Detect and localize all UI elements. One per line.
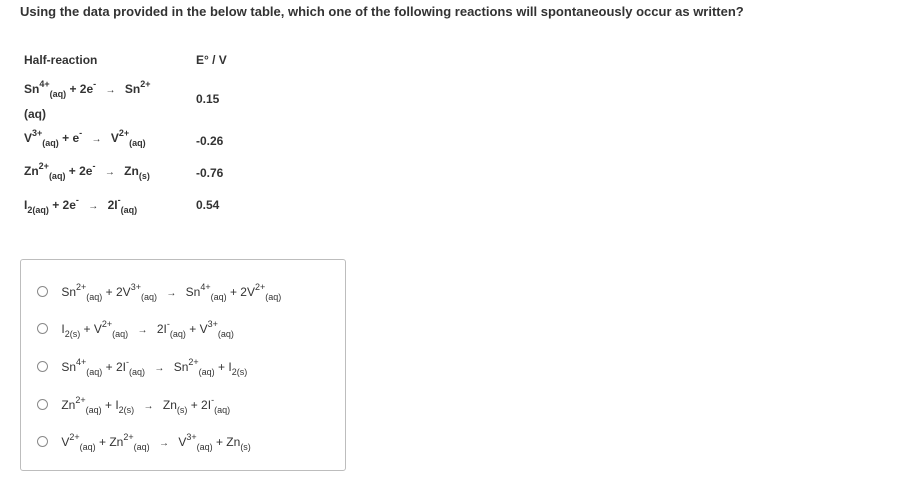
table-potential: 0.15 bbox=[196, 92, 220, 106]
species-text: Sn bbox=[61, 359, 77, 374]
charge-superscript: 3+ bbox=[32, 128, 43, 138]
species-text: + 2I bbox=[190, 397, 212, 412]
table-potential: -0.76 bbox=[196, 166, 224, 180]
table-potential: -0.26 bbox=[196, 134, 224, 148]
reaction-equation bbox=[61, 394, 231, 415]
species-text: Zn bbox=[61, 397, 76, 412]
charge-superscript: 2+ bbox=[140, 79, 151, 89]
species-text: Zn bbox=[162, 397, 177, 412]
charge-superscript: 2+ bbox=[38, 161, 49, 171]
species-text: I bbox=[24, 198, 28, 212]
species-text: + 2V bbox=[229, 284, 255, 299]
state-subscript: (aq) bbox=[217, 328, 234, 339]
species-text: 2I bbox=[107, 198, 118, 212]
reaction-arrow: → bbox=[137, 324, 148, 336]
species-text: + V bbox=[189, 321, 208, 336]
charge-superscript: - bbox=[211, 394, 215, 405]
charge-superscript: 3+ bbox=[130, 281, 141, 292]
reaction-arrow: → bbox=[143, 400, 154, 412]
charge-superscript: - bbox=[75, 195, 79, 205]
species-text: Zn bbox=[24, 164, 39, 178]
answer-option[interactable] bbox=[37, 431, 251, 452]
species-text: + e bbox=[62, 131, 80, 145]
state-subscript: (s) bbox=[240, 441, 251, 452]
charge-superscript: 2+ bbox=[75, 394, 86, 405]
question-text: Using the data provided in the below table, which one of the following reactions will spontaneously occur as written? bbox=[20, 4, 744, 19]
reaction-arrow: → bbox=[154, 362, 165, 374]
charge-superscript: 2+ bbox=[118, 128, 130, 138]
species-text: + 2V bbox=[105, 284, 131, 299]
state-subscript: (aq) bbox=[112, 328, 129, 339]
reaction-equation bbox=[61, 431, 251, 452]
species-text: Sn bbox=[173, 359, 189, 374]
charge-superscript: 2+ bbox=[255, 281, 266, 292]
table-row-v bbox=[24, 128, 146, 148]
reaction-arrow: → bbox=[158, 437, 169, 449]
state-subscript: (aq) bbox=[49, 89, 67, 99]
species-text: V bbox=[61, 434, 70, 449]
charge-superscript: 2+ bbox=[188, 356, 199, 367]
charge-superscript: 2+ bbox=[123, 431, 134, 442]
state-subscript: 2(s) bbox=[118, 404, 135, 415]
species-text: + 2e bbox=[69, 82, 94, 96]
table-potential: 0.54 bbox=[196, 198, 220, 212]
state-subscript: (aq) bbox=[129, 138, 146, 148]
charge-superscript: 4+ bbox=[200, 281, 211, 292]
species-text: Zn bbox=[124, 164, 139, 178]
table-header-potential: E° / V bbox=[196, 53, 227, 67]
answer-option[interactable] bbox=[37, 318, 234, 339]
species-text: Sn bbox=[24, 82, 40, 96]
state-subscript: (aq) bbox=[42, 138, 59, 148]
reaction-arrow: → bbox=[104, 167, 115, 178]
charge-superscript: - bbox=[79, 128, 83, 138]
answer-option[interactable] bbox=[37, 281, 282, 302]
species-text: Sn bbox=[185, 284, 201, 299]
species-text: 2I bbox=[156, 321, 167, 336]
species-text: + 2I bbox=[105, 359, 127, 374]
reaction-arrow: → bbox=[91, 134, 102, 145]
radio-button[interactable] bbox=[37, 399, 48, 410]
charge-superscript: - bbox=[126, 356, 130, 367]
reaction-equation bbox=[61, 281, 282, 302]
species-text: + V bbox=[83, 321, 102, 336]
state-subscript: (aq) bbox=[86, 291, 103, 302]
state-subscript: (aq) bbox=[85, 404, 102, 415]
charge-superscript: - bbox=[166, 318, 170, 329]
state-subscript: (aq) bbox=[86, 366, 103, 377]
radio-button[interactable] bbox=[37, 361, 48, 372]
reaction-arrow: → bbox=[166, 287, 177, 299]
charge-superscript: 4+ bbox=[39, 79, 50, 89]
species-text: I bbox=[61, 321, 65, 336]
reaction-arrow: → bbox=[105, 85, 116, 96]
state-subscript: (aq) bbox=[48, 171, 66, 181]
radio-button[interactable] bbox=[37, 286, 48, 297]
table-row-zn bbox=[24, 161, 150, 181]
charge-superscript: - bbox=[92, 161, 96, 171]
table-row-sn bbox=[24, 79, 151, 99]
reaction-equation bbox=[61, 318, 234, 339]
state-subscript: (aq) bbox=[265, 291, 282, 302]
species-text: Sn bbox=[61, 284, 77, 299]
answer-option[interactable] bbox=[37, 356, 248, 377]
state-subscript: 2(s) bbox=[231, 366, 248, 377]
charge-superscript: - bbox=[117, 195, 121, 205]
species-text: V bbox=[110, 131, 119, 145]
state-subscript: (aq) bbox=[140, 291, 157, 302]
radio-button[interactable] bbox=[37, 436, 48, 447]
charge-superscript: 2+ bbox=[76, 281, 87, 292]
charge-superscript: - bbox=[93, 79, 97, 89]
species-text: + Zn bbox=[98, 434, 124, 449]
radio-button[interactable] bbox=[37, 323, 48, 334]
answer-option[interactable] bbox=[37, 394, 231, 415]
table-header-half-reaction: Half-reaction bbox=[24, 53, 98, 67]
reaction-arrow: → bbox=[88, 201, 99, 212]
answer-options-box bbox=[20, 259, 346, 471]
species-text: + I bbox=[104, 397, 119, 412]
state-subscript: (aq) bbox=[129, 366, 146, 377]
species-text: + 2e bbox=[52, 198, 76, 212]
species-text: + 2e bbox=[68, 164, 93, 178]
state-subscript: (aq) bbox=[210, 291, 227, 302]
charge-superscript: 3+ bbox=[207, 318, 218, 329]
state-subscript: (aq) bbox=[198, 366, 215, 377]
table-row-i bbox=[24, 195, 138, 215]
species-text: V bbox=[178, 434, 187, 449]
species-text: + Zn bbox=[215, 434, 241, 449]
table-row-sn-wrap: (aq) bbox=[24, 107, 46, 121]
state-subscript: (aq) bbox=[120, 205, 138, 215]
state-subscript: (aq) bbox=[133, 441, 150, 452]
state-subscript: (aq) bbox=[196, 441, 213, 452]
charge-superscript: 2+ bbox=[101, 318, 113, 329]
state-subscript: 2(aq) bbox=[27, 205, 49, 215]
species-text: + I bbox=[218, 359, 232, 374]
state-subscript: (aq) bbox=[169, 328, 186, 339]
charge-superscript: 2+ bbox=[69, 431, 80, 442]
state-subscript: 2(s) bbox=[64, 328, 81, 339]
charge-superscript: 3+ bbox=[186, 431, 197, 442]
state-subscript: (aq) bbox=[214, 404, 231, 415]
state-subscript: (aq) bbox=[79, 441, 96, 452]
state-subscript: (s) bbox=[138, 171, 150, 181]
state-subscript: (s) bbox=[176, 404, 188, 415]
reaction-equation bbox=[61, 356, 248, 377]
charge-superscript: 4+ bbox=[76, 356, 87, 367]
species-text: Sn bbox=[124, 82, 141, 96]
species-text: V bbox=[24, 131, 33, 145]
